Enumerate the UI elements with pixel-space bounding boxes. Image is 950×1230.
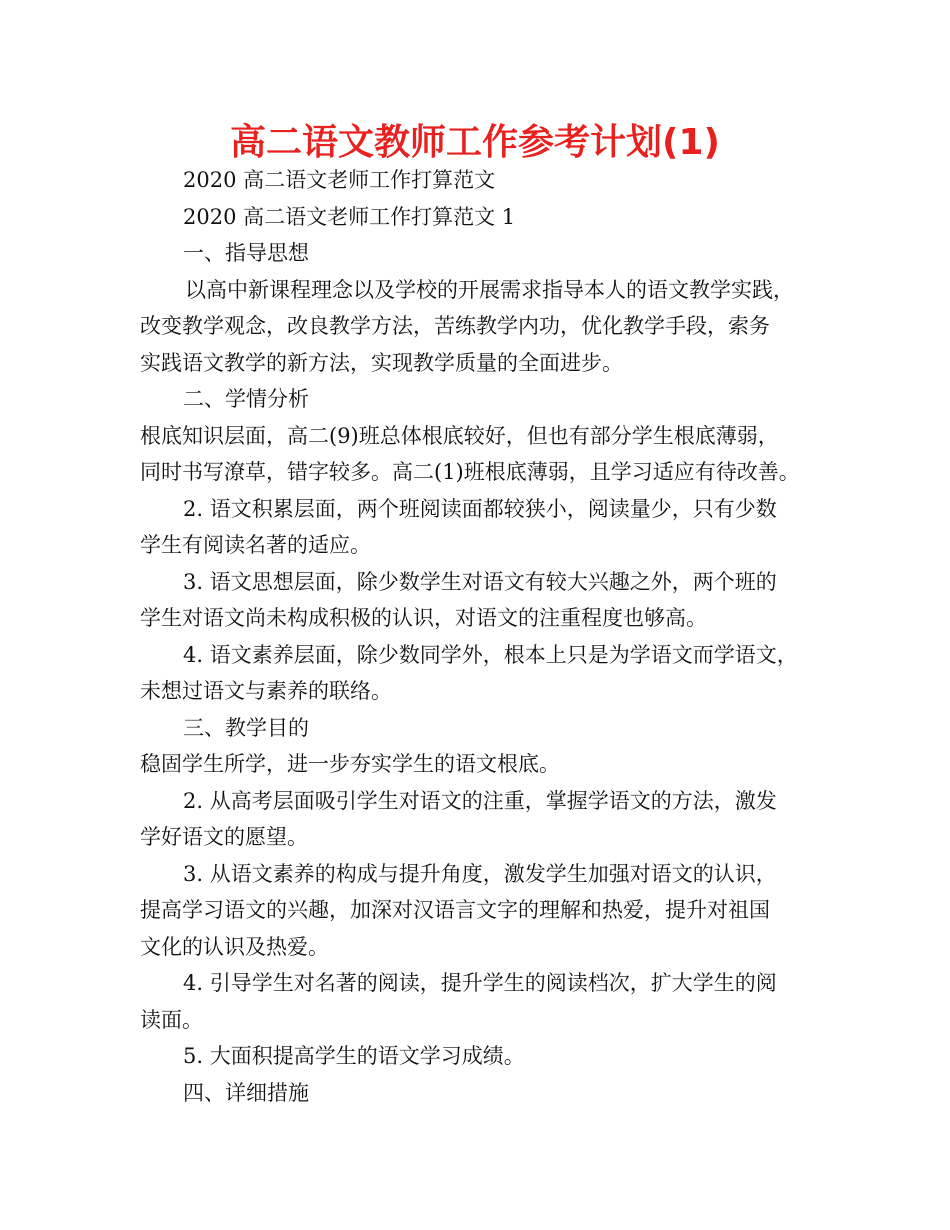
document-body [140,162,830,1111]
paragraph-line: 改变教学观念，改良教学方法，苦练教学内功，优化教学手段，索务 [140,314,770,338]
paragraph-line: 5. 大面积提高学生的语文学习成绩。 [183,1044,525,1068]
subtitle-line: 2020 高二语文老师工作打算范文 1 [183,204,516,229]
section-heading: 二、学情分析 [183,387,309,411]
paragraph-line: 未想过语文与素养的联络。 [140,679,392,703]
paragraph-line: 提高学习语文的兴趣，加深对汉语言文字的理解和热爱，提升对祖国 [140,898,770,922]
paragraph-line: 同时书写潦草，错字较多。高二(1)班根底薄弱，且学习适应有待改善。 [140,460,800,484]
section-heading: 一、指导思想 [183,241,309,265]
paragraph-line: 学生对语文尚未构成积极的认识，对语文的注重程度也够高。 [140,606,707,630]
paragraph-line: 学生有阅读名著的适应。 [140,533,371,557]
paragraph-line: 根底知识层面，高二(9)班总体根底较好，但也有部分学生根底薄弱， [140,423,779,448]
paragraph-line: 实践语文教学的新方法，实现教学质量的全面进步。 [140,350,623,375]
paragraph-line: 3. 语文思想层面，除少数学生对语文有较大兴趣之外，两个班的 [183,569,777,594]
paragraph-line: 稳固学生所学，进一步夯实学生的语文根底。 [140,752,560,776]
paragraph-line: 3. 从语文素养的构成与提升角度，激发学生加强对语文的认识， [183,861,777,886]
paragraph-line: 2. 语文积累层面，两个班阅读面都较狭小，阅读量少，只有少数 [183,496,777,521]
paragraph-line: 2. 从高考层面吸引学生对语文的注重，掌握学语文的方法，激发 [183,788,777,813]
paragraph-line: 4. 引导学生对名著的阅读，提升学生的阅读档次，扩大学生的阅 [183,971,777,995]
section-heading: 三、教学目的 [183,715,309,740]
section-heading: 四、详细措施 [183,1080,309,1105]
document-title: 高二语文教师工作参考计划(1) [230,122,720,163]
subtitle-line: 2020 高二语文老师工作打算范文 [183,168,496,192]
paragraph-line: 文化的认识及热爱。 [140,934,329,959]
paragraph-line: 4. 语文素养层面，除少数同学外，根本上只是为学语文而学语文， [183,642,798,667]
paragraph-line: 以高中新课程理念以及学校的开展需求指导本人的语文教学实践， [185,277,794,302]
paragraph-line: 学好语文的愿望。 [140,825,308,849]
paragraph-line: 读面。 [140,1007,203,1032]
